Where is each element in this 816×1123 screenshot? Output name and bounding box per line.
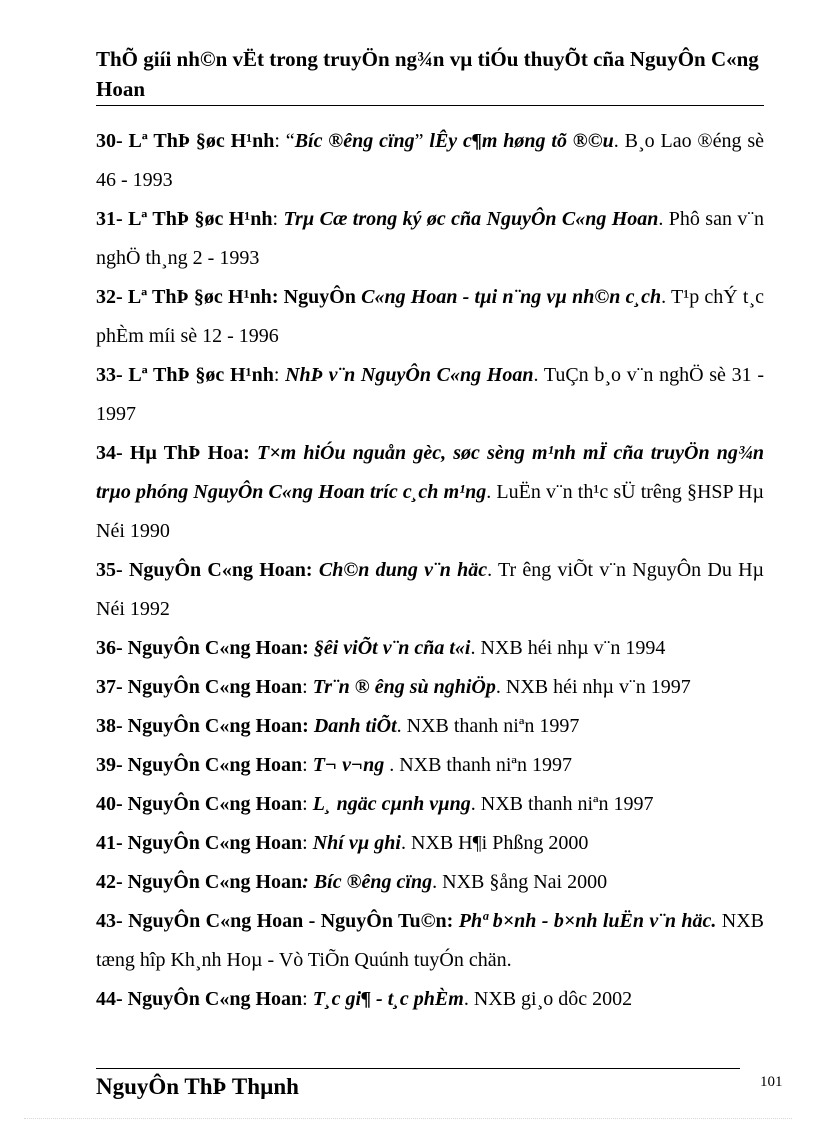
reference-item (96, 668, 764, 707)
footer-divider (96, 1068, 740, 1069)
reference-publication: . NXB thanh niªn 1997 (396, 715, 580, 737)
reference-title: T¬ v¬ng (312, 754, 385, 776)
reference-separator: : (302, 871, 314, 893)
reference-publication: . B¸o Lao ®éng sè 46 - 1993 (96, 130, 765, 191)
reference-publication: . NXB héi nhµ v¨n 1997 (495, 676, 691, 698)
reference-author: Lª ThÞ §øc H¹nh (128, 208, 273, 230)
reference-item (96, 863, 764, 902)
reference-author: NguyÔn C«ng Hoan (127, 793, 303, 815)
reference-publication: . NXB gi¸o dôc 2002 (463, 988, 633, 1010)
reference-title: L¸ ngäc cµnh vµng (312, 793, 471, 815)
reference-number: 44- (96, 988, 123, 1010)
reference-number: 38- (96, 715, 123, 737)
reference-item (96, 824, 764, 863)
reference-title: Tr¨n ® êng sù nghiÖp (312, 676, 496, 698)
reference-separator: : “ (274, 130, 295, 152)
reference-author: Lª ThÞ §øc H¹nh (128, 130, 275, 152)
page-number: 101 (760, 1074, 783, 1090)
reference-separator: : (302, 676, 313, 698)
reference-item (96, 122, 764, 200)
reference-number: 34- (96, 442, 123, 464)
reference-title: Bíc ®êng cïng (294, 130, 415, 152)
reference-publication: . TuÇn b¸o v¨n nghÖ sè 31 - 1997 (96, 364, 764, 425)
reference-publication: NXB tæng hîp Kh¸nh Hoµ - Vò TiÕn Quúnh tuyÓn chän. (96, 910, 765, 971)
reference-author: NguyÔn C«ng Hoan: (127, 637, 309, 659)
reference-number: 35- (96, 559, 123, 581)
reference-title: Trµ Cæ trong ký øc cña NguyÔn C«ng Hoan (283, 208, 659, 230)
reference-title: Phª b×nh - b×nh luËn v¨n häc. (458, 910, 717, 932)
reference-publication: . NXB héi nhµ v¨n 1994 (470, 637, 666, 659)
reference-item (96, 278, 764, 356)
reference-item (96, 356, 764, 434)
reference-publication: . Phô san v¨n nghÖ th¸ng 2 - 1993 (96, 208, 764, 269)
reference-author: NguyÔn C«ng Hoan (127, 871, 303, 893)
reference-title: T×m hiÓu nguån gèc, søc sèng m¹nh mÏ cña truyÖn ng¾n trµo phóng NguyÔn C«ng Hoan tríc c¸ch m¹ng (96, 442, 765, 503)
reference-number: 39- (96, 754, 123, 776)
reference-author: NguyÔn C«ng Hoan - NguyÔn Tu©n: (128, 910, 454, 932)
reference-title: Ch©n dung v¨n häc (318, 559, 488, 581)
reference-publication: . NXB §ång Nai 2000 (432, 871, 608, 893)
reference-title-continued: lÊy c¶m høng tõ ®©u (429, 130, 614, 152)
reference-author: NguyÔn C«ng Hoan (127, 754, 303, 776)
reference-separator: : (273, 364, 286, 386)
reference-title: C«ng Hoan - tµi n¨ng vµ nh©n c¸ch (361, 286, 662, 308)
reference-title: NhÞ v¨n NguyÔn C«ng Hoan (285, 364, 534, 386)
reference-item (96, 980, 764, 1019)
reference-number: 30- (96, 130, 123, 152)
reference-author: Hµ ThÞ Hoa: (129, 442, 250, 464)
reference-item (96, 629, 764, 668)
reference-publication: . T¹p chÝ t¸c phÈm míi sè 12 - 1996 (96, 286, 765, 347)
reference-publication: . NXB thanh niªn 1997 (384, 754, 572, 776)
reference-author: NguyÔn C«ng Hoan (127, 832, 303, 854)
reference-number: 40- (96, 793, 123, 815)
reference-title: Danh tiÕt (313, 715, 397, 737)
reference-separator: : (302, 793, 313, 815)
reference-publication: . NXB thanh niªn 1997 (470, 793, 654, 815)
reference-author: NguyÔn C«ng Hoan: (127, 715, 309, 737)
reference-number: 43- (96, 910, 123, 932)
reference-title: Bíc ®êng cïng (313, 871, 433, 893)
reference-item (96, 551, 764, 629)
reference-list (96, 122, 764, 1019)
reference-number: 36- (96, 637, 123, 659)
reference-separator: : (302, 988, 313, 1010)
reference-title: §êi viÕt v¨n cña t«i (313, 637, 471, 659)
reference-item (96, 434, 764, 551)
reference-separator (250, 442, 257, 464)
reference-number: 31- (96, 208, 123, 230)
reference-number: 33- (96, 364, 123, 386)
reference-separator: : (272, 208, 284, 230)
reference-publication: . LuËn v¨n th¹c sÜ trêng §HSP Hµ Néi 1990 (96, 481, 764, 542)
reference-author: NguyÔn C«ng Hoan (127, 988, 303, 1010)
reference-item (96, 707, 764, 746)
reference-title: Nhí vµ ghi (312, 832, 401, 854)
reference-number: 32- (96, 286, 123, 308)
reference-item (96, 902, 764, 980)
reference-separator: : NguyÔn (271, 286, 362, 308)
reference-publication: . NXB H¶i Phßng 2000 (400, 832, 589, 854)
reference-author: NguyÔn C«ng Hoan (127, 676, 303, 698)
reference-author: Lª ThÞ §øc H¹nh (128, 364, 274, 386)
reference-number: 41- (96, 832, 123, 854)
reference-title: T¸c gi¶ - t¸c phÈm (312, 988, 464, 1010)
reference-publication: . Tr êng viÕt v¨n NguyÔn Du Hµ Néi 1992 (96, 559, 765, 620)
reference-item (96, 785, 764, 824)
reference-item (96, 200, 764, 278)
reference-separator: ” (414, 130, 430, 152)
reference-separator: : (302, 832, 313, 854)
reference-separator: : (302, 754, 313, 776)
reference-author: Lª ThÞ §øc H¹nh (127, 286, 272, 308)
reference-item (96, 746, 764, 785)
reference-number: 37- (96, 676, 123, 698)
reference-author: NguyÔn C«ng Hoan: (128, 559, 313, 581)
footer-author: NguyÔn ThÞ Thµnh (96, 1074, 299, 1099)
reference-number: 42- (96, 871, 123, 893)
running-header: ThÕ giíi nh©n vËt trong truyÖn ng¾n vµ tiÓu thuyÕt cña NguyÔn C«ng Hoan (96, 44, 764, 106)
page-bottom-border (24, 1118, 792, 1119)
